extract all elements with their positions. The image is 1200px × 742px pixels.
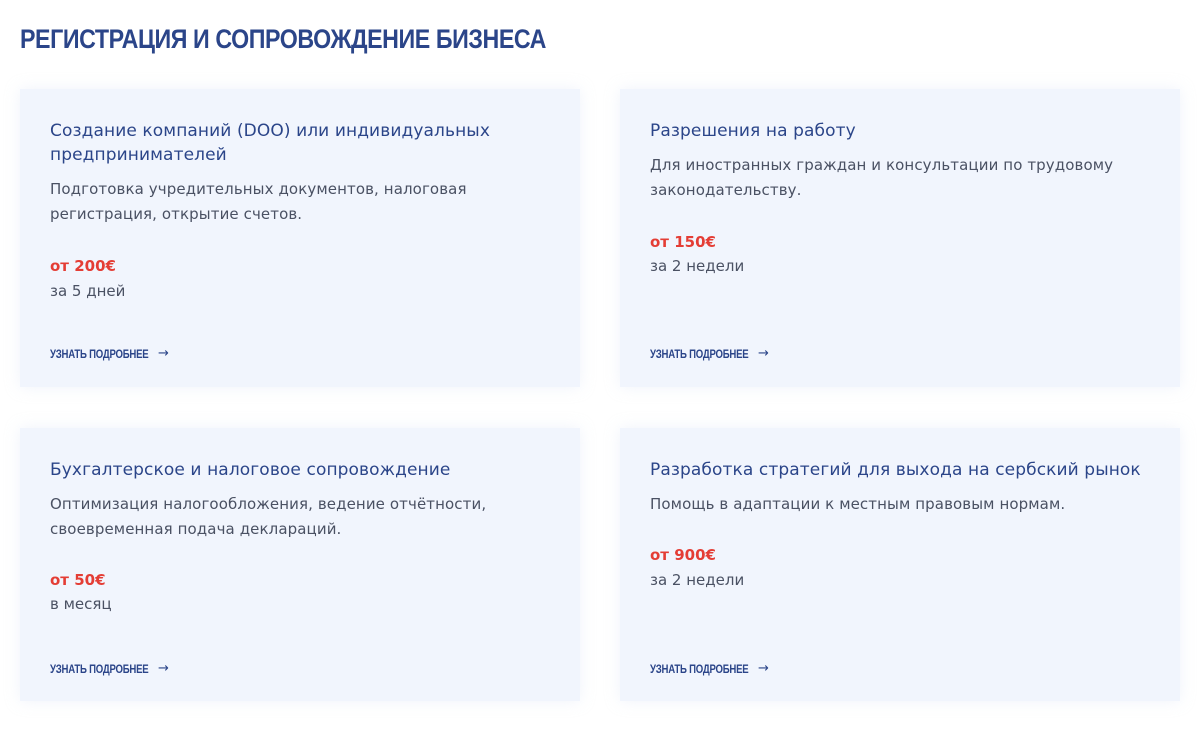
card-description: Помощь в адаптации к местным правовым нормам.: [650, 495, 1066, 513]
page-title: РЕГИСТРАЦИЯ И СОПРОВОЖДЕНИЕ БИЗНЕСА: [20, 24, 546, 54]
service-card-market-strategy: [620, 428, 1180, 701]
card-title: Бухгалтерское и налоговое сопровождение: [50, 460, 451, 480]
card-description: Подготовка учредительных документов, налоговая регистрация, открытие счетов.: [50, 180, 467, 223]
card-price: от 200€: [50, 257, 116, 275]
learn-more-label: УЗНАТЬ ПОДРОБНЕЕ: [650, 661, 749, 676]
learn-more-link[interactable]: [650, 346, 769, 361]
service-card-company-registration: [20, 89, 580, 387]
card-term: за 2 недели: [650, 257, 745, 275]
arrow-right-icon: →: [158, 346, 169, 361]
card-term: за 5 дней: [50, 282, 126, 300]
learn-more-label: УЗНАТЬ ПОДРОБНЕЕ: [50, 346, 149, 361]
card-title: Разрешения на работу: [650, 121, 856, 141]
card-price: от 900€: [650, 546, 716, 564]
service-card-accounting: [20, 428, 580, 701]
card-title: Разработка стратегий для выхода на сербский рынок: [650, 460, 1141, 480]
card-title: Создание компаний (DOO) или индивидуальных предпринимателей: [50, 121, 490, 165]
arrow-right-icon: →: [758, 346, 769, 361]
service-card-work-permits: [620, 89, 1180, 387]
arrow-right-icon: →: [758, 661, 769, 676]
card-price: от 150€: [650, 233, 716, 251]
card-price: от 50€: [50, 571, 106, 589]
card-term: за 2 недели: [650, 571, 745, 589]
learn-more-link[interactable]: [650, 661, 769, 676]
learn-more-link[interactable]: [50, 661, 169, 676]
card-description: Для иностранных граждан и консультации по трудовому законодательству.: [650, 156, 1114, 199]
card-term: в месяц: [50, 595, 112, 613]
card-description: Оптимизация налогообложения, ведение отчётности, своевременная подача деклараций.: [50, 495, 487, 538]
learn-more-label: УЗНАТЬ ПОДРОБНЕЕ: [650, 346, 749, 361]
learn-more-label: УЗНАТЬ ПОДРОБНЕЕ: [50, 661, 149, 676]
learn-more-link[interactable]: [50, 346, 169, 361]
arrow-right-icon: →: [158, 661, 169, 676]
